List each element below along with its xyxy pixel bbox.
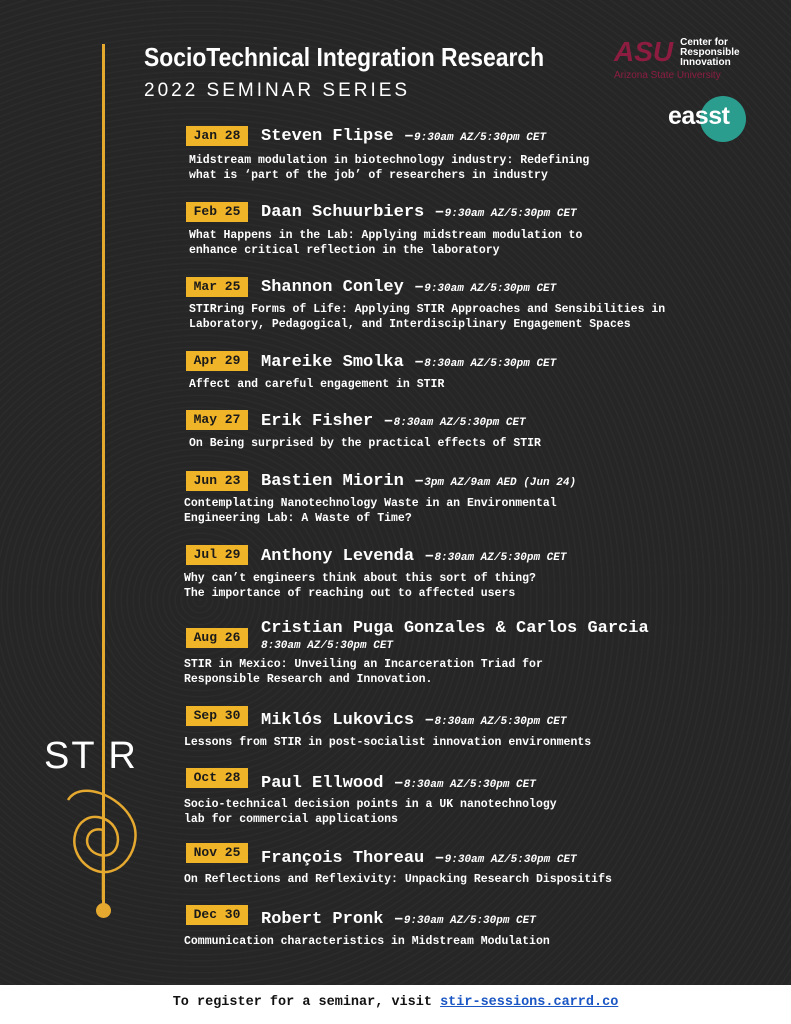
event-talk: Socio-technical decision points in a UK nanotechnology lab for commercial applications xyxy=(184,798,557,826)
asu-mark: ASU xyxy=(614,36,674,67)
timeline-end-dot xyxy=(96,903,111,918)
footer-text: To register for a seminar, visit xyxy=(172,995,432,1010)
event-talk: Lessons from STIR in post-socialist innovation environments xyxy=(184,736,592,749)
event-speaker: Cristian Puga Gonzales & Carlos Garcia xyxy=(261,619,649,638)
event-time: 8:30am AZ/5:30pm CET xyxy=(261,640,394,652)
event-talk: What Happens in the Lab: Applying midstream modulation to enhance critical reflection in the laboratory xyxy=(189,229,583,257)
event-speaker: Mareike Smolka –8:30am AZ/5:30pm CET xyxy=(261,353,557,372)
event-time: 9:30am AZ/5:30pm CET xyxy=(414,132,547,144)
event-date: Apr 29 xyxy=(186,351,248,371)
asu-center-name: Center for Responsible Innovation xyxy=(680,37,740,68)
event-date: Jan 28 xyxy=(186,126,248,146)
event-speaker: Miklós Lukovics –8:30am AZ/5:30pm CET xyxy=(261,711,567,730)
event-talk: Why can’t engineers think about this sort of thing? The importance of reaching out to affected users xyxy=(184,572,536,600)
event-talk: STIR in Mexico: Unveiling an Incarceration Triad for Responsible Research and Innovation. xyxy=(184,658,543,686)
event-talk: On Reflections and Reflexivity: Unpacking Research Dispositifs xyxy=(184,873,612,886)
event-speaker: Robert Pronk –9:30am AZ/5:30pm CET xyxy=(261,910,536,929)
event-time: 8:30am AZ/5:30pm CET xyxy=(424,358,557,370)
event-speaker: Erik Fisher –8:30am AZ/5:30pm CET xyxy=(261,412,526,431)
spiral-icon xyxy=(50,770,150,900)
event-talk: STIRring Forms of Life: Applying STIR Approaches and Sensibilities in Laboratory, Pedagogical, and Interdisciplinary Engagement Spaces xyxy=(189,303,666,331)
event-talk: Midstream modulation in biotechnology industry: Redefining what is ‘part of the job’ of researchers in industry xyxy=(189,154,590,182)
event-time: 8:30am AZ/5:30pm CET xyxy=(434,552,567,564)
event-speaker: Paul Ellwood –8:30am AZ/5:30pm CET xyxy=(261,774,536,793)
event-date: Nov 25 xyxy=(186,843,248,863)
event-time: 9:30am AZ/5:30pm CET xyxy=(444,854,577,866)
event-talk: On Being surprised by the practical effects of STIR xyxy=(189,437,541,450)
page-title: SocioTechnical Integration Research xyxy=(144,42,545,72)
event-date: Aug 26 xyxy=(186,628,248,648)
event-time: 3pm AZ/9am AED (Jun 24) xyxy=(424,477,577,489)
event-talk: Communication characteristics in Midstream Modulation xyxy=(184,935,550,948)
event-talk: Contemplating Nanotechnology Waste in an Environmental Engineering Lab: A Waste of Time? xyxy=(184,497,557,525)
event-time: 9:30am AZ/5:30pm CET xyxy=(403,915,536,927)
asu-university-name: Arizona State University xyxy=(614,70,721,81)
registration-footer xyxy=(0,985,791,1024)
event-date: Feb 25 xyxy=(186,202,248,222)
event-time: 9:30am AZ/5:30pm CET xyxy=(424,283,557,295)
asu-logo xyxy=(614,38,754,81)
event-date: Dec 30 xyxy=(186,905,248,925)
event-speaker: François Thoreau –9:30am AZ/5:30pm CET xyxy=(261,849,577,868)
event-time: 8:30am AZ/5:30pm CET xyxy=(393,417,526,429)
event-time: 9:30am AZ/5:30pm CET xyxy=(444,208,577,220)
event-time: 8:30am AZ/5:30pm CET xyxy=(434,716,567,728)
event-date: Sep 30 xyxy=(186,706,248,726)
event-date: Mar 25 xyxy=(186,277,248,297)
event-speaker: Bastien Miorin –3pm AZ/9am AED (Jun 24) xyxy=(261,472,577,491)
event-talk: Affect and careful engagement in STIR xyxy=(189,378,445,391)
event-date: Oct 28 xyxy=(186,768,248,788)
stir-logo: ST R xyxy=(44,735,138,777)
event-date: Jul 29 xyxy=(186,545,248,565)
event-speaker: Shannon Conley –9:30am AZ/5:30pm CET xyxy=(261,278,557,297)
event-date: May 27 xyxy=(186,410,248,430)
event-speaker: Anthony Levenda –8:30am AZ/5:30pm CET xyxy=(261,547,567,566)
event-speaker: Daan Schuurbiers –9:30am AZ/5:30pm CET xyxy=(261,203,577,222)
easst-wordmark: easst xyxy=(668,102,730,130)
event-time: 8:30am AZ/5:30pm CET xyxy=(403,779,536,791)
easst-logo xyxy=(668,96,750,142)
page-subtitle: 2022 SEMINAR SERIES xyxy=(144,80,411,101)
registration-link[interactable]: stir-sessions.carrd.co xyxy=(440,995,619,1010)
event-speaker: Steven Flipse –9:30am AZ/5:30pm CET xyxy=(261,127,547,146)
event-date: Jun 23 xyxy=(186,471,248,491)
